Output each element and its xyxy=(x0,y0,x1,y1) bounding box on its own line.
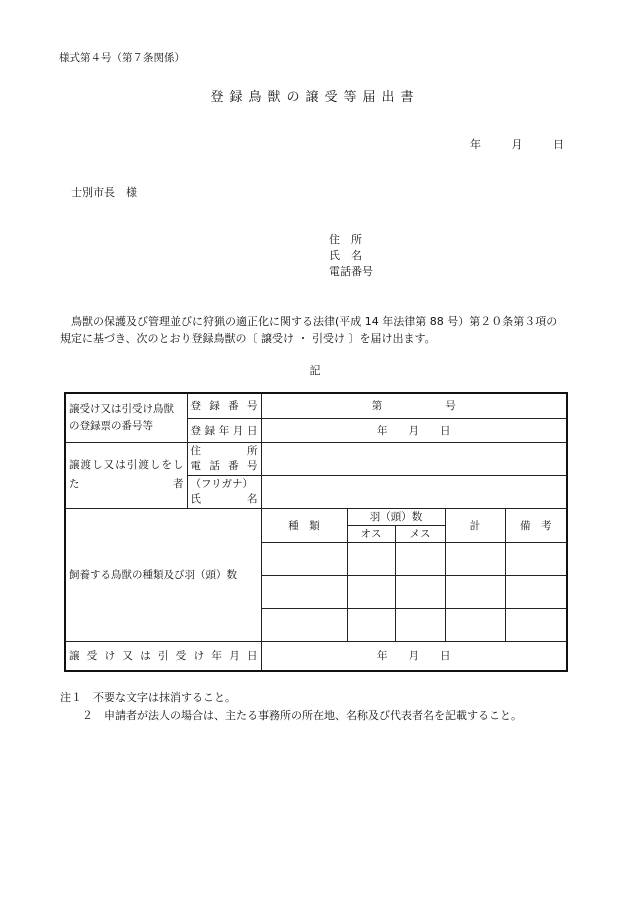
remarks-header: 備 考 xyxy=(505,508,567,542)
species-row3-male[interactable] xyxy=(347,608,395,641)
date-day: 日 xyxy=(553,138,564,151)
furigana-name-label-cell xyxy=(187,475,261,508)
applicant-address-label: 住 所 xyxy=(329,233,362,246)
notification-table xyxy=(64,392,568,672)
count-header: 羽（頭）数 xyxy=(347,508,445,525)
transferor-label: 譲渡し又は引渡しをした者 xyxy=(69,459,184,490)
reg-date-label-cell xyxy=(187,418,261,442)
receipt-date-value[interactable]: 年 月 日 xyxy=(261,641,567,671)
transferor-label-cell xyxy=(65,442,187,508)
total-header: 計 xyxy=(445,508,505,542)
date-year: 年 xyxy=(470,138,481,151)
furigana-label: （フリガナ） xyxy=(190,477,253,490)
receipt-date-label: 譲受け又は引受け年月日 xyxy=(69,650,258,663)
reg-number-label: 登録番号 xyxy=(190,400,258,413)
species-row1-kind[interactable] xyxy=(261,542,347,575)
reg-number-value[interactable]: 第 号 xyxy=(261,393,567,418)
registration-label-cell xyxy=(65,393,187,442)
reg-number-label-cell xyxy=(187,393,261,418)
species-row1-remarks[interactable] xyxy=(505,542,567,575)
receipt-date-label-cell xyxy=(65,641,261,671)
kind-header: 種 類 xyxy=(261,508,347,542)
submission-date xyxy=(470,136,564,152)
female-header: メス xyxy=(395,525,445,542)
species-row1-male[interactable] xyxy=(347,542,395,575)
applicant-block xyxy=(329,232,373,280)
species-row2-total[interactable] xyxy=(445,575,505,608)
applicant-phone-label: 電話番号 xyxy=(329,265,373,278)
species-row2-male[interactable] xyxy=(347,575,395,608)
address-phone-value[interactable] xyxy=(261,442,567,475)
address-phone-label-cell xyxy=(187,442,261,475)
reg-date-value[interactable]: 年 月 日 xyxy=(261,418,567,442)
notes xyxy=(60,689,522,725)
form-number: 様式第４号（第７条関係） xyxy=(59,52,185,64)
name-label: 氏名 xyxy=(190,492,258,505)
address-label: 住所 xyxy=(190,444,258,457)
document-title: 登録鳥獣の譲受等届出書 xyxy=(210,90,420,105)
name-value[interactable] xyxy=(261,475,567,508)
note-2: ２ 申請者が法人の場合は、主たる事務所の所在地、名称及び代表者名を記載すること。 xyxy=(82,709,522,722)
male-header: オス xyxy=(347,525,395,542)
species-label: 飼養する鳥獣の種類及び羽（頭）数 xyxy=(69,569,237,581)
phone-label: 電話番号 xyxy=(190,459,258,472)
species-row3-remarks[interactable] xyxy=(505,608,567,641)
species-row2-remarks[interactable] xyxy=(505,575,567,608)
date-month: 月 xyxy=(511,138,523,151)
species-row3-kind[interactable] xyxy=(261,608,347,641)
species-row2-kind[interactable] xyxy=(261,575,347,608)
body-text: 鳥獣の保護及び管理並びに狩猟の適正化に関する法律(平成 14 年法律第 88 号）第２０条第３項の規定に基づき、次のとおり登録鳥獣の〔 譲受け ・ 引受け 〕を届け出ます。 xyxy=(60,315,558,345)
addressee: 士別市長 様 xyxy=(71,186,137,199)
species-row1-female[interactable] xyxy=(395,542,445,575)
species-row1-total[interactable] xyxy=(445,542,505,575)
note-1: 注１ 不要な文字は抹消すること。 xyxy=(60,691,236,704)
species-row2-female[interactable] xyxy=(395,575,445,608)
ki-heading: 記 xyxy=(309,364,321,377)
species-label-cell xyxy=(65,508,261,641)
registration-label: 譲受け又は引受け鳥獣の登録票の番号等 xyxy=(69,402,174,432)
applicant-name-label: 氏 名 xyxy=(329,249,362,262)
species-row3-total[interactable] xyxy=(445,608,505,641)
reg-date-label: 登録年月日 xyxy=(190,424,258,437)
species-row3-female[interactable] xyxy=(395,608,445,641)
